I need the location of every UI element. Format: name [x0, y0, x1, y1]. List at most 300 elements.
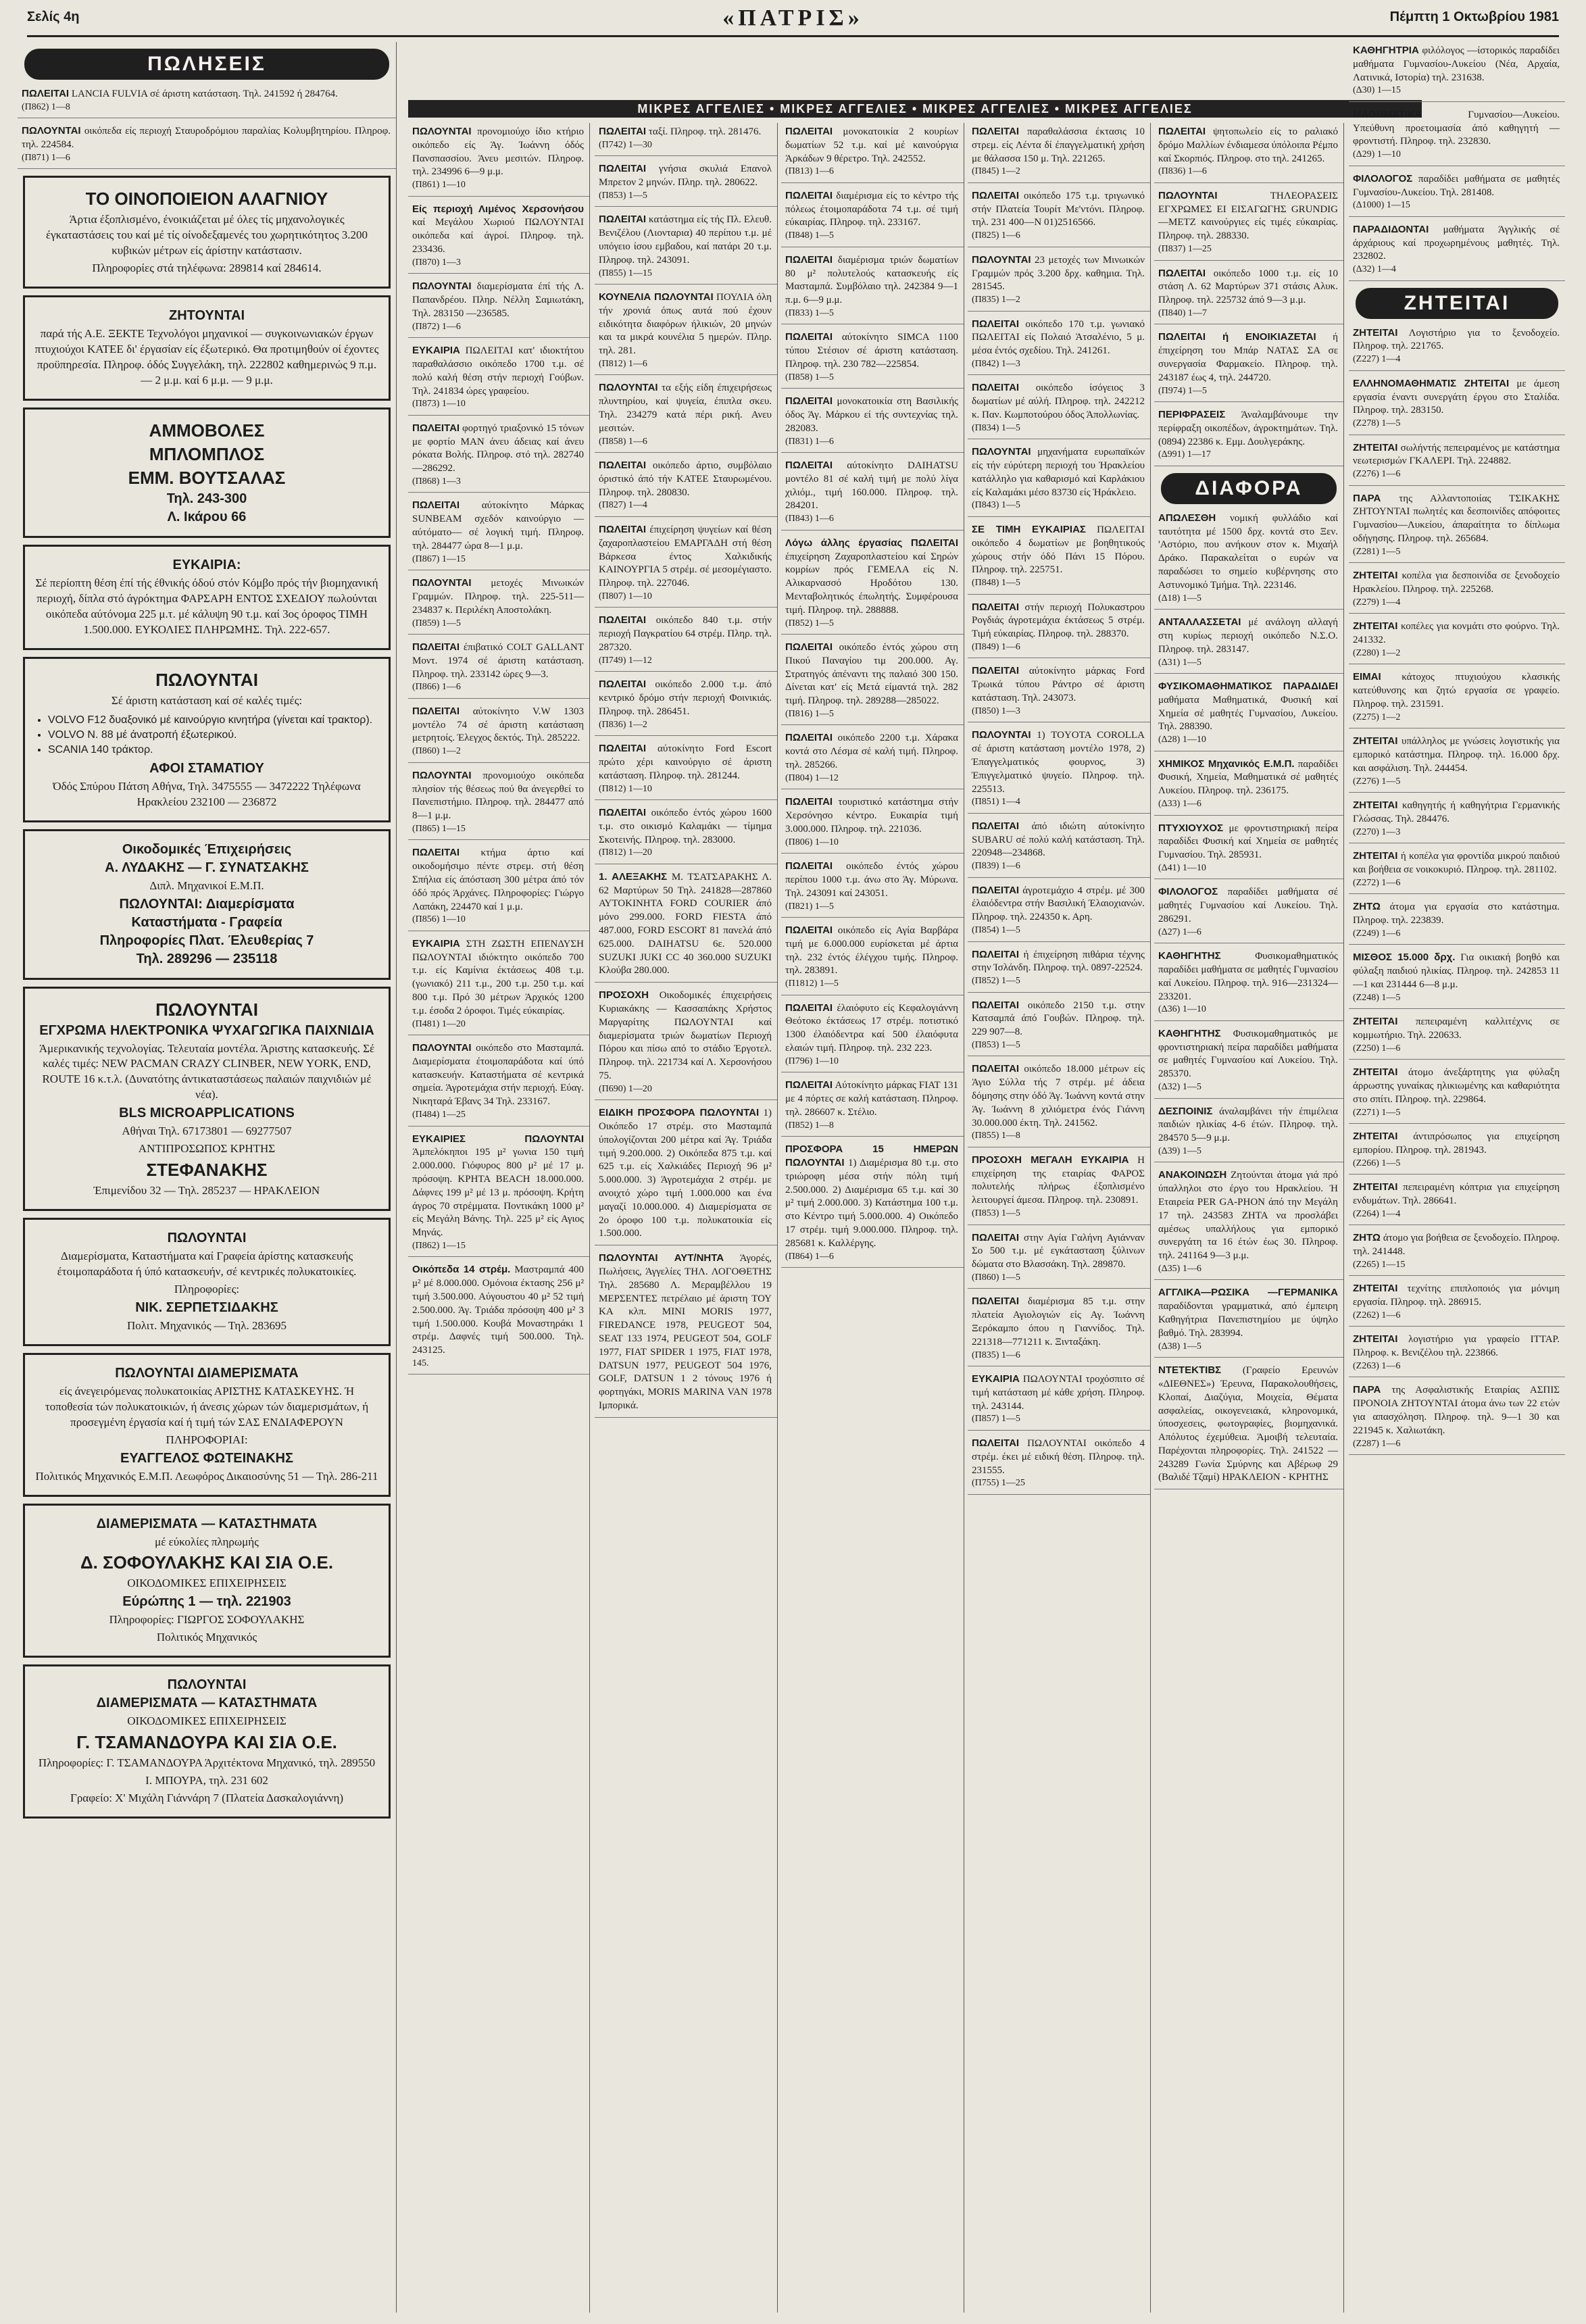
classified-ad — [781, 1077, 964, 1137]
display-ad-winery — [23, 176, 391, 289]
classified-ad — [1154, 187, 1343, 261]
classified-ad — [1154, 1166, 1343, 1280]
ad-keyword: ΠΩΛΕΙΤΑΙ — [599, 214, 647, 226]
ad-keyword: ΖΗΤΕΙΤΑΙ — [1353, 326, 1398, 339]
list-item: • VOLVO F12 δυαξονικό μέ καινούργιο κινητήρα (γίνεται καί τρακτορ). — [48, 713, 379, 728]
ad-text: οικόπεδο έντός χώρου 1600 τ.μ. στο οικισμό Καλαμάκι — τίμημα Σκοτεινής. Πληροφ. τηλ. 283000. — [599, 807, 772, 845]
ad-keyword: ΑΝΤΑΛΛΑΣΣΕΤΑΙ — [1158, 616, 1241, 628]
ad-keyword: Οικόπεδα 14 στρέμ. — [412, 1264, 511, 1276]
classified-ad — [968, 818, 1150, 878]
classified-ad — [968, 251, 1150, 312]
ad-keyword: ΕΥΚΑΙΡΙΑ — [412, 345, 460, 357]
ad-code: (Δ28) 1—10 — [1158, 735, 1206, 745]
classified-ad — [968, 1293, 1150, 1366]
classified-ad — [595, 457, 777, 517]
ad-text: άτομο άνεξάρτητης για φύλαξη άρρωστης γυναίκας ηλικιωμένης και καθαριότητα στο σπίτι. Πληροφ. τηλ. 229864. — [1353, 1067, 1560, 1105]
classified-ad — [968, 187, 1150, 247]
ad-text: οικόπεδο 2150 τ.μ. στην Κατσαμπά άπό Γουβών. Πληροφ. τηλ. 229 907—8. — [972, 999, 1145, 1038]
classified-ad — [968, 123, 1150, 183]
classified-ad — [968, 882, 1150, 942]
ad-text: ψητοπωλείο είς το ραλιακό δρόμο Μαλλίων ένδιαμεσα ύπόλοιπα Ρέμπο καί Σκορπιός. Πληροφ. στο τηλ. 241265. — [1158, 126, 1338, 164]
ad-code: (Z281) 1—5 — [1353, 546, 1401, 557]
ad-code: (Π833) 1—5 — [785, 307, 834, 318]
classified-ad — [1154, 123, 1343, 183]
classified-ad — [1154, 510, 1343, 610]
ad-tel: Τηλ. 243-300 — [166, 491, 247, 506]
ad-code: (Z248) 1—5 — [1353, 992, 1401, 1003]
ad-code: (Δ18) 1—5 — [1158, 593, 1201, 603]
ad-text: 1) Οικόπεδο 17 στρέμ. στο Μασταμπά ύπολογίζονται 200 μέτρα καί Άγ. Τριάδα τιμή 9.200.000. 2) Οικόπεδα 875 τ.μ. καί 625 τ.μ. είς Χαλκιάδες Περιοχή 96 μ² 5.000.000. 3) Άγροτεμάχια 2 στρέμ. με ανοιχτό χώρο τιμή 1.000.000 και ένα μαγαζί 10.000.000. 4) Διαμερίσματα σε 2ο όροφο 100 τ.μ. πολυκατοικία είς 1.500.000. — [599, 1108, 772, 1239]
ad-text: Αύτοκίνητο μάρκας FIAT 131 με 4 πόρτες σε καλή κατάσταση. Πληροφ. τηλ. 286607 κ. Στέλιο. — [785, 1080, 958, 1118]
ad-code: (Π974) 1—5 — [1158, 385, 1207, 396]
classified-ad — [1349, 1128, 1565, 1175]
ad-text: (Γραφείο Ερευνών «ΔΙΕΘΝΕΣ») Έρευνα, Παρακολουθήσεις, Κλοπαί, Διαζύγια, Μοιχεία, Θέματα ασφαλείας, οικογενειακά, κληρονομικά, ύποσχεσεις, φωτογραφίες, βιομηχανικά. Απόλυτος έχεμύθεια. Άμοιβή τελευταία. Παρέχονται πληροφορίες. Τηλ. 241522 — 243289 Γωνία Σμύρνης και Αβέρωφ 29 (Βαλιδέ Τζαμί) ΗΡΑΚΛΕΙΟΝ - ΚΡΗΤΗΣ — [1158, 1365, 1338, 1483]
ad-keyword: ΠΩΛΕΙΤΑΙ — [785, 796, 833, 808]
ad-text: μηχανήματα ευρωπαϊκών είς τήν εύρύτερη περιοχή του Ήρακλείου κατάλληλο για καθαρισμό καί Καρλάκιου είς Καλαμάκι μέσο 83730 είς Ήράκλειο. — [972, 447, 1145, 498]
classified-ad — [968, 1229, 1150, 1289]
ad-text: άτομα για εργασία στο κατάστημα. Πληροφ. τηλ. 223839. — [1353, 901, 1560, 926]
ad-title: ΠΩΛΟΥΝΤΑΙ — [155, 669, 258, 690]
ad-keyword: ΠΩΛΕΙΤΑΙ — [785, 641, 833, 653]
ad-code: (Δ32) 1—5 — [1158, 1082, 1201, 1093]
display-ad-trucks — [23, 657, 391, 822]
classified-ad — [408, 1131, 589, 1258]
classified-ad — [595, 740, 777, 800]
display-ad-opportunity — [23, 545, 391, 650]
ad-text: οικόπεδο έντός χώρου στη Πικού Παναγίου τιμ 200.000. Αγ. Στρατηγός άπέναντι της παλαιό 300 150. Δίνεται κατ' είς Μετά είμαντά τηλ. 282 τιμή. Πληροφ. τηλ. 289288—285022. — [785, 642, 958, 707]
ad-code: (Π804) 1—12 — [785, 772, 839, 783]
ad-code: (Z278) 1—5 — [1353, 418, 1401, 429]
columns — [18, 42, 1568, 2313]
ad-keyword: ΠΡΟΣΦΟΡΑ 15 ΗΜΕΡΩΝ ΠΩΛΟΥΝΤΑΙ — [785, 1143, 958, 1168]
ad-code: (Π825) 1—6 — [972, 230, 1020, 241]
column-display-ads — [18, 42, 397, 2313]
ad-keyword: ΕΥΚΑΙΡΙΑ — [972, 1373, 1020, 1385]
classified-ad — [1154, 1025, 1343, 1099]
classified-ad — [781, 251, 964, 325]
ad-text: Γυμνασίου—Λυκείου. Υπεύθυνη προετοιμασία άπό καθηγητή — φροντιστή. Πληροφ. τηλ. 232830. — [1353, 109, 1560, 147]
ad-text: αύτοκίνητο Μάρκας SUNBEAM σχεδόν καινούργιο —αύτόματο— σέ λογική τιμή. Πληροφ. τηλ. 284477 ώρα 8—1 μ.μ. — [412, 500, 584, 551]
display-ad-diamerismata — [23, 1353, 391, 1497]
classified-ad — [781, 922, 964, 995]
ad-text: κτήμα άρτιο καί οικοδομήσιμο πέντε στρεμ. στή θέση Σπήλια είς άπόσταση 300 μέτρα άπό τόν όδό πρός Άρχάνες. Πληροφορίες: Γιώργο Λαπάκη, 224470 καί 1 μ.μ. — [412, 847, 584, 912]
ad-keyword: ΖΗΤΩ — [1353, 901, 1381, 913]
ad-keyword: ΠΩΛΕΙΤΑΙ — [972, 318, 1020, 330]
classified-ad — [408, 844, 589, 931]
ad-keyword: ΜΙΣΘΟΣ 15.000 δρχ. — [1353, 951, 1456, 964]
classified-ad — [968, 521, 1150, 595]
ad-text: με φροντιστηριακή πείρα παραδίδει Φυσική καί Χημεία σε μαθητές Γυμνασίου. Τηλ. 285931. — [1158, 822, 1338, 861]
ad-text: Λογιστήριο για το ξενοδοχείο. Πληροφ. τηλ. 221765. — [1353, 327, 1560, 352]
classified-ad — [968, 379, 1150, 439]
ad-rep: ΑΝΤΙΠΡΟΣΩΠΟΣ ΚΡΗΤΗΣ — [138, 1142, 276, 1156]
ad-addr: Ι. ΜΠΟΥΡΑ, τηλ. 231 602 — [145, 1774, 268, 1787]
classified-ad — [968, 1370, 1150, 1431]
ad-code: (Π1812) 1—5 — [785, 979, 839, 989]
classified-ad — [595, 1250, 777, 1418]
ad-line: Πληροφορίες Πλατ. Έλευθερίας 7 — [99, 933, 314, 948]
ad-code: (Π873) 1—10 — [412, 399, 466, 410]
ad-code: (Π812) 1—20 — [599, 847, 652, 858]
ad-text: διαμέρισμα τριών δωματίων 80 μ² πολυτελούς κατασκευής είς Μασταμπά. Συμβόλαιο τηλ. 242384 9—1 π.μ. 6—9 μ.μ. — [785, 254, 958, 306]
ad-code: (Δ36) 1—10 — [1158, 1004, 1206, 1015]
ad-keyword: ΠΩΛΕΙΤΑΙ — [972, 820, 1020, 832]
ad-addr: Πολιτικός Μηχανικός Ε.Μ.Π. Λεωφόρος Δικαιοσύνης 51 — Τηλ. 286-211 — [35, 1469, 378, 1483]
list-item: • VOLVO N. 88 μέ άνατροπή έξωτερικού. — [48, 728, 379, 743]
ad-keyword: ΠΩΛΕΙΤΑΙ — [972, 382, 1020, 394]
ad-info: ΠΛΗΡΟΦΟΡΙΑΙ: — [166, 1433, 248, 1446]
ad-text: διαμέρισμα είς το κέντρο τής πόλεως έτοιμοπαράδοτα 74 τ.μ. σέ τιμή εύκαιρίας. Πληροφ. τηλ. 233167. — [785, 190, 958, 228]
ad-code: (Π836) 1—6 — [1158, 166, 1207, 177]
ad-code: (Π861) 1—10 — [412, 180, 466, 191]
ad-text: οικόπεδο 2.000 τ.μ. άπό κεντρικό δρόμο στήν περιοχή Φοινικιάς. Πληροφ. τηλ. 286451. — [599, 679, 772, 717]
ad-info: Πληροφορίες: ΓΙΩΡΓΟΣ ΣΟΦΟΥΛΑΚΗΣ — [109, 1613, 305, 1627]
ad-text: οικόπεδο έντός χώρου περίπου 1000 τ.μ. άνω στο Άγ. Μύρωνα. Τηλ. 243091 καί 243051. — [785, 861, 958, 899]
ad-keyword: ΠΩΛΕΙΤΑΙ — [972, 1437, 1020, 1449]
ad-code: (Π812) 1—6 — [599, 358, 647, 369]
ad-code: (Π852) 1—8 — [785, 1120, 834, 1131]
ad-keyword: ΠΩΛΕΙΤΑΙ — [785, 732, 833, 744]
ad-keyword: ΠΩΛΕΙΤΑΙ — [412, 499, 460, 512]
ad-keyword: ΕΛΛΗΝΟΜΑΘΗΜΑΤΙΣ ΖΗΤΕΙΤΑΙ — [1353, 377, 1510, 389]
ad-code: (Π749) 1—12 — [599, 655, 652, 666]
ad-code: (Π827) 1—4 — [599, 500, 647, 511]
ad-keyword: ΠΡΟΣΟΧΗ — [599, 989, 649, 1002]
ad-keyword: ΦΥΣΙΚΟΜΑΘΗΜΑΤΙΚΟΣ ΠΑΡΑΔΙΔΕΙ — [1158, 681, 1338, 692]
ad-code: (Z280) 1—2 — [1353, 647, 1401, 658]
ad-text: οικόπεδο 170 τ.μ. γωνιακό ΠΩΛΕΙΤΑΙ είς Πολαιό Άτσαλένιο, 5 μ. μέσα έντός σχεδίου. Τηλ. 241261. — [972, 318, 1145, 357]
ad-code: (Π872) 1—6 — [412, 321, 461, 332]
ad-text: οικόπεδο 1000 τ.μ. είς 10 στάση Λ. 62 Μαρτύρων 371 στάσις Αλυκ. Πληροφ. τηλ. 225732 άπό 9—3 μ.μ. — [1158, 268, 1338, 306]
ad-keyword: ΠΩΛΕΙΤΑΙ — [785, 460, 833, 472]
ad-keyword: ΦΙΛΟΛΟΓΟΣ — [1353, 172, 1413, 184]
classified-ad — [1349, 618, 1565, 664]
ad-keyword: ΑΠΩΛΕΣΘΗ — [1158, 512, 1216, 524]
ad-keyword: ΠΩΛΕΙΤΑΙ — [785, 253, 833, 266]
ad-code: (Π858) 1—6 — [599, 436, 647, 447]
ad-code: (Δ29) 1—10 — [1353, 149, 1401, 160]
classified-ad — [1349, 1179, 1565, 1225]
ad-text: υπάλληλος με γνώσεις λογιστικής για εμπορικό κατάστημα. Πληροφ. τηλ. 16.000 δρχ. και ασφάλιση. Τηλ. 244454. — [1353, 736, 1560, 774]
ad-sub: ΕΓΧΡΩΜΑ ΗΛΕΚΤΡΟΝΙΚΑ ΨΥΧΑΓΩΓΙΚΑ ΠΑΙΧΝΙΔΙΑ — [39, 1022, 374, 1038]
section-banner-poliseis: ΠΩΛΗΣΕΙΣ — [24, 49, 389, 80]
ad-code: (Δ33) 1—6 — [1158, 799, 1201, 810]
ad-code: (Π871) 1—6 — [22, 152, 70, 163]
ad-keyword: ΖΗΤΕΙΤΑΙ — [1353, 735, 1398, 747]
ad-text: αύτοκίνητο V.W 1303 μοντέλο 74 σέ άριστη κατάσταση μετρητοίς. Έλεγχος δεκτός. Τηλ. 285222. — [412, 706, 584, 744]
ad-text: LANCIA FULVIA σέ άριστη κατάσταση. Τηλ. 241592 ή 284764. — [71, 89, 338, 99]
classified-ad — [1154, 678, 1343, 751]
ad-code: (Π851) 1—4 — [972, 797, 1020, 808]
ad-text: διαμέρισμα 85 τ.μ. στην πλατεία Αγιολογιών είς Αγ. Ίωάννη Ξερόκαμπο όπου η Γιαννίδος. Τηλ. 221318—771211 κ. Ξινταξάκη. — [972, 1296, 1145, 1348]
ad-code: (Π842) 1—3 — [972, 358, 1020, 369]
ad-text: Η επιχείρηση της εταιρίας ΦΑΡΟΣ πολυτελής πλήρως έξοπλισμένο λειτουργεί άμεσα. Πληροφ. τηλ. 230891. — [972, 1154, 1145, 1206]
ad-code: (Z250) 1—6 — [1353, 1043, 1401, 1054]
ad-keyword: ΠΩΛΟΥΝΤΑΙ — [972, 446, 1031, 458]
ad-text: ΠΩΛΕΙΤΑΙ κατ' ιδιοκτήτου παραθαλάσσιο οικόπεδο 1700 τ.μ. σέ πολύ καλή θέση στήν περιοχή Γούβων. Τηλ. 241834 ώρες γραφείου. — [412, 345, 584, 397]
classified-ad — [595, 379, 777, 453]
page-number: Σελίς 4η — [27, 9, 80, 24]
ad-text: μονοκατοικία 2 κουρίων δωματίων 52 τ.μ. καί μέ καινούργια Άρκάδων 9 θέρετρο. Τηλ. 242552. — [785, 126, 958, 164]
ad-code: (Π690) 1—20 — [599, 1083, 652, 1094]
ad-code: (Z262) 1—6 — [1353, 1310, 1401, 1320]
ad-keyword: ΠΩΛΕΙΤΑΙ — [785, 126, 833, 137]
display-ad-construction — [23, 829, 391, 980]
ad-sub: μέ εύκολίες πληρωμής — [155, 1535, 259, 1548]
ad-text: μέ ανάλογη αλλαγή στη κυρίως περιοχή οικόπεδο Ν.Σ.Ο. Πληροφ. τηλ. 283147. — [1158, 617, 1338, 655]
ad-code: (Π862) 1—15 — [412, 1240, 466, 1251]
ad-code: (Z276) 1—6 — [1353, 469, 1401, 480]
ad-code: (Π481) 1—20 — [412, 1018, 466, 1029]
ad-title: ΠΩΛΟΥΝΤΑΙ ΔΙΑΜΕΡΙΣΜΑΤΑ — [115, 1365, 299, 1381]
ad-text: κοπέλα για δεσποινίδα σε ξενοδοχείο Ηρακλείου. Πληροφ. τηλ. 225268. — [1353, 570, 1560, 595]
ad-keyword: ΖΗΤΕΙΤΑΙ — [1353, 1333, 1398, 1345]
ad-keyword: ΠΩΛΕΙΤΑΙ — [599, 614, 647, 626]
ad-text: έλαιόφυτο είς Κεφαλογιάννη Θεότοκο έκτάσεως 17 στρέμ. ποτιστικό 1300 έλαιόδεντρα καί 500 έλαιόφυτα ελαιών τιμή. Πληροφ. τηλ. 232 223. — [785, 1002, 958, 1054]
ad-text: Άγορές, Πωλήσεις, Άγγελίες ΤΗΛ. ΛΟΓΟΘΕΤΗΣ Τηλ. 285680 Λ. Μεραμβέλλου 19 ΜΕΡΣΕΝΤΕΣ πετρέλαιο μέ άριστη ΤΟΥ ΚΑ κλπ. ΜΙΝΙ MORIS 1977, FIREDANCE 1978, PEUGEOT 504, SEAT 133 1974, PEUGEOT 504, GOLF 1977, FIAT SPIDER 1 1975, FIAT 1978, DATSUN 1977, PEUGEOT 504 1976, GOLF, DATSUN 1 2 τόνους 1976 ή φορτηγάκι, MORIS MARINA VAN 1978 Ιμπορικά. — [599, 1253, 772, 1411]
ad-code: (Π870) 1—3 — [412, 257, 461, 268]
ad-text: 1) Διαμέρισμα 80 τ.μ. στο τριώροφη μέσα στήν πόλη τιμή 2.500.000. 2) Διαμέρισμα 65 τ.μ. καί 30 μ² τιμή 2.000.000. 3) Κατάστημα 100 τ.μ. στο Κέντρο τιμή 5.000.000. 4) Οικόπεδο 17 στρέμ. τιμή 9.000.000. Πληροφ. τηλ. 285681 κ. Καλλέργης. — [785, 1158, 958, 1249]
ad-text: παραδίδει μαθήματα σέ μαθητές Γυμνασίου καί Λυκείου. Τηλ. 286291. — [1158, 887, 1338, 924]
ad-keyword: Λόγω άλλης έργασίας ΠΩΛΕΙΤΑΙ — [785, 537, 958, 549]
ad-keyword: ΠΩΛΕΙΤΑΙ — [785, 189, 833, 201]
ad-text: 1) TOYOTA COROLLA σέ άριστη κατάσταση μοντέλο 1978, 2) Έπαγγελματικός φουρνος, 3) Έπιγγελματικό ψυγείο. Πληροφ. τηλ. 225513. — [972, 730, 1145, 795]
ad-keyword: ΖΗΤΕΙΤΑΙ — [1353, 1131, 1398, 1143]
ad-code: (Δ32) 1—4 — [1353, 264, 1396, 275]
ad-code: (Π852) 1—5 — [785, 618, 834, 628]
classified-ad — [781, 457, 964, 530]
column-classifieds-5 — [781, 123, 964, 2313]
ad-code: (Δ991) 1—17 — [1158, 449, 1211, 460]
ad-text: ΣΤΗ ΖΩΣΤΗ ΕΠΕΝΔΥΣΗ ΠΩΛΟΥΝΤΑΙ ιδιόκτητο οικόπεδο 700 τ.μ. είς Καμίνια έκτάσεως 408 τ.μ. (γωνιακό) 211 τ.μ., 200 τ.μ. 250 τ.μ. καί 800 τ.μ. Πρό 30 μέτρων Άρχικός 1200 τ.μ. έσοδα 2 όροφοι. Τιμές εύκαιρίας. — [412, 938, 584, 1016]
ad-code: (Π855) 1—8 — [972, 1131, 1020, 1141]
classified-ad — [781, 793, 964, 854]
ad-keyword: ΠΩΛΟΥΝΤΑΙ — [599, 382, 658, 394]
ad-text: τα εξής είδη έπιχειρήσεως πλυντηρίου, καί ψυγεία, έπιπλα σκευ. Τηλ. 234279 κατά πέρι ρική. Ανευ μεσιτών. — [599, 382, 772, 434]
ad-keyword: ΠΩΛΕΙΤΑΙ — [599, 806, 647, 818]
ad-code: (Π858) 1—5 — [785, 372, 834, 382]
ad-keyword: ΠΩΛΕΙΤΑΙ — [599, 163, 647, 175]
ad-text: κοπέλες για κονμάτι στο φούρνο. Τηλ. 241332. — [1353, 621, 1560, 646]
ad-text: προνομιούχο ίδιο κτήριο οικόπεδο είς Άγ. Ίωάννη όδός Πανσπασσίου. Άνευ μεσιτών. Πληροφ. τηλ. 234996 6—9 μ.μ. — [412, 126, 584, 178]
ad-code: (Π742) 1—30 — [599, 139, 652, 150]
ad-code: (Π860) 1—2 — [412, 746, 461, 757]
issue-date: Πέμπτη 1 Οκτωβρίου 1981 — [1389, 9, 1559, 24]
ad-code: (Π843) 1—5 — [972, 500, 1020, 511]
ad-body: Άμερικανικής τεχνολογίας. Τελευταία μοντέλα. Άριστης κατασκευής. Σέ καλές τιμές: NEW PACMAN CRAZY CLINBER, NEW YORK, END, ROUTE 16 κ.τ.λ. (Δυνατότης άντικαταστάσεως παλαιών παιχνιδιών μέ νέα). — [39, 1041, 375, 1102]
ad-name: ΣΤΕΦΑΝΑΚΗΣ — [146, 1160, 268, 1181]
ad-keyword: ΔΕΣΠΟΙΝΙΣ — [1158, 1105, 1213, 1117]
ad-code: (Z272) 1—6 — [1353, 877, 1401, 888]
classified-ad — [1349, 42, 1565, 102]
classified-ad — [1349, 324, 1565, 371]
ad-code: (Π853) 1—5 — [972, 1208, 1020, 1219]
ad-code: (Z263) 1—6 — [1353, 1360, 1401, 1371]
ad-code: (Δ31) 1—5 — [1158, 657, 1201, 668]
ad-text: διαμερίσματα έπί τής Λ. Παπανδρέου. Πληρ. Νέλλη Σαμιωτάκη, Τηλ. 283150 —236585. — [412, 281, 584, 319]
ad-code: (Z227) 1—4 — [1353, 354, 1401, 365]
ad-keyword: ΠΩΛΕΙΤΑΙ — [972, 948, 1020, 960]
classified-ad — [595, 676, 777, 736]
ad-text: νομική φυλλάδιο καί ταυτότητα μέ 1500 δρχ. κοντά στο Ξεν. 'Αστόριο, που ανήκουν στον κ. Μιχαήλ Δράκο. Παρακαλείται ο ευρών να παραδώσει το σημείο κυβέρνησης στο Αστυνομικό Τμήμα. Τηλ. 223146. — [1158, 512, 1338, 591]
ad-text: αύτοκίνητο DAIHATSU μοντέλο 81 σέ καλή τιμή με πολύ λίγα χιλιόμ., τιμή 160.000. Πληροφ. τηλ. 284201. — [785, 460, 958, 512]
ad-addr: Όδός Σπύρου Πάτση Αθήνα, Τηλ. 3475555 — 3472222 Τηλέφωνα Ηρακλείου 232100 — 236872 — [53, 779, 361, 808]
ad-code: 145. — [412, 1358, 429, 1368]
classified-ad — [1154, 883, 1343, 943]
ad-keyword: ΠΩΛΕΙΤΑΙ — [412, 847, 460, 859]
ad-code: (Π850) 1—3 — [972, 706, 1020, 716]
classified-ad — [1154, 947, 1343, 1021]
classified-ad — [968, 726, 1150, 813]
ad-body: Σέ περίοπτη θέση έπί τής έθνικής όδού στόν Κόμβο πρός τήν βιομηχανική περιοχή, δίπλα στό άγρόκτημα ΦΑΡΣΑΡΗ ΕΝΤΟΣ ΣΧΕΔΙΟΥ πωλούνται οικόπεδα αύτόνομα 225 μ.τ. μέ κάλυψη 90 τ.μ. καί 3ος όροφος ΤΙΜΗ 1.500.000. ΕΥΚΟΛΙΕΣ ΠΛΗΡΩΜΗΣ. Τηλ. 222-657. — [35, 576, 378, 636]
ad-code: (Π859) 1—5 — [412, 618, 461, 628]
ad-company: BLS MICROAPPLICATIONS — [119, 1106, 295, 1121]
classified-ad — [595, 804, 777, 864]
classified-ad — [1154, 406, 1343, 466]
ad-line: Διπλ. Μηχανικοί Ε.Μ.Π. — [149, 879, 264, 892]
ad-code: (Π843) 1—6 — [785, 514, 834, 524]
ad-keyword: ΠΩΛΟΥΝΤΑΙ — [412, 1042, 472, 1054]
ad-code: (Δ1000) 1—15 — [1353, 200, 1410, 211]
ad-sub: ΔΙΑΜΕΡΙΣΜΑΤΑ — ΚΑΤΑΣΤΗΜΑΤΑ — [96, 1696, 318, 1711]
classified-ad — [595, 1104, 777, 1245]
ad-keyword: ΣΕ ΤΙΜΗ ΕΥΚΑΙΡΙΑΣ — [972, 523, 1086, 535]
ad-text: στην Αγία Γαλήνη Αγιάνναν Σο 500 τ.μ. μέ εγκάτασταση ξύλινων δώματα στο Βλασσάκη. Τηλ. 289870. — [972, 1232, 1145, 1270]
ad-keyword: ΠΑΡΑ — [1353, 492, 1381, 504]
ad-keyword: ΠΤΥΧΙΟΥΧΟΣ — [1158, 822, 1224, 834]
ad-code: (Π853) 1—5 — [972, 1039, 1020, 1050]
ad-text: ή έπιχείρηση του Μπάρ ΝΑΤΑΣ ΣΑ σε συνεργασία Φαρμακείο. Πληροφ. τηλ. 243187 έως 4, τηλ. 244720. — [1158, 332, 1338, 383]
ad-title: ΠΩΛΟΥΝΤΑΙ — [167, 1677, 247, 1693]
ad-text: παραθαλάσσια έκτασις 10 στρεμ. είς Λέντα δί έπαγγελματική χρήση με θάλασσα 150 μ. Τηλ. 221265. — [972, 126, 1145, 164]
ad-text: τουριστικό κατάστημα στήν Χερσόνησο κέντρο. Ευκαιρία τιμή 3.000.000. Πληροφ. τηλ. 221036. — [785, 797, 958, 835]
ad-code: (Π807) 1—10 — [599, 591, 652, 601]
ad-code: (Z279) 1—4 — [1353, 597, 1401, 608]
ad-code: (Δ30) 1—15 — [1353, 85, 1401, 96]
ad-contact: Πληροφορίες στά τηλέφωνα: 289814 καί 284614. — [92, 262, 322, 275]
classified-ad — [1349, 567, 1565, 614]
ad-keyword: ΠΩΛΕΙΤΑΙ — [599, 678, 647, 691]
classified-ad — [595, 612, 777, 672]
column-classifieds-3 — [408, 123, 590, 2313]
ad-code: (Π845) 1—2 — [972, 166, 1020, 177]
ad-keyword: ΚΑΘΗΓΗΤΡΙΑ — [1353, 45, 1419, 56]
ad-text: έπιχείρηση Ζαχαροπλαστείου καί Σηρών κομρίων πρός ΓΕΜΕΛΑ είς Ν. Αλικαρνασσό Ηροδότου 130. Μενταβολητικός έπωλητής. Συμφέρουσα τιμή. Πληροφ. τηλ. 288888. — [785, 551, 958, 616]
ad-keyword: ΖΗΤΕΙΤΑΙ — [1353, 799, 1398, 812]
ad-tel: Τηλ. 289296 — 235118 — [136, 951, 278, 966]
ad-code: (Π796) 1—10 — [785, 1056, 839, 1066]
classified-ad — [408, 201, 589, 274]
ad-text: ΠΩΛΕΙΤΑΙ οικόπεδο 4 δωματίων με βοηθητικούς χώρους στήν όδό Πάνι 15 Πόρου. Πληροφ. τηλ. 225751. — [972, 524, 1145, 576]
ad-code: (Π831) 1—6 — [785, 436, 834, 447]
ad-keyword: ΠΩΛΕΙΤΑΙ — [972, 1063, 1020, 1075]
ad-code: (Π868) 1—3 — [412, 476, 461, 487]
ad-keyword: ΖΗΤΕΙΤΑΙ — [1353, 1283, 1398, 1295]
classified-ad — [781, 535, 964, 635]
ad-intro: Σέ άριστη κατάσταση καί σέ καλές τιμές: — [111, 693, 303, 707]
ad-line: ΕΜΜ. ΒΟΥΤΣΑΛΑΣ — [128, 467, 286, 488]
ad-text: παραδίδει μαθήματα σε μαθητές Γυμνασίου-Λυκείου. Τηλ. 281408. — [1353, 173, 1560, 198]
ad-addr: Λ. Ικάρου 66 — [167, 509, 247, 524]
ad-tel: Πολιτ. Μηχανικός — Τηλ. 283695 — [126, 1318, 287, 1332]
list-item: • SCANIA 140 τράκτορ. — [48, 743, 379, 758]
ad-text: κατάστημα είς τής Πλ. Ελευθ. Βενιζέλου (Λιονταρια) 40 περίπου τ.μ. μέ υπόγειο ίσου εμβαδου, καί πατάρι 20 τ.μ. Πληροφ. τηλ. 243091. — [599, 214, 772, 266]
ad-text: φιλόλογος —ίστορικός παραδίδει μαθήματα Γυμνασίου-Λυκείου (Νέα, Αρχαία, Λατινικά, Ιστορία) τηλ. 231638. — [1353, 45, 1560, 83]
masthead: «ΠΑΤΡΙΣ» — [722, 5, 864, 30]
ad-code: (Π834) 1—5 — [972, 422, 1020, 433]
ad-text: ΠΟΥΛΙΑ όλη τήν χρονιά όπως αυτά πού έχουν ειδικότητα διαφόρων ήλικιών, 20 μηνών και τα μικρά κουνέλια 5 ημερών. Πληρ. τηλ. 281. — [599, 291, 772, 357]
ad-list — [48, 713, 379, 758]
classified-ad — [408, 1039, 589, 1126]
ad-text: καθηγητής ή καθηγήτρια Γερμανικής Γλώσσας. Τηλ. 284476. — [1353, 800, 1560, 824]
ad-text: Οικοδομικές έπιχειρήσεις Κυριακάκης — Κασσαπάκης Χρήστος Μαργαρίτης ΠΩΛΟΥΝΤΑΙ καί διαμερίσματα τριών δωματίων Περιοχή Πόρου και πίσω από το στάδιο Έργοτελ. Πληροφ. τηλ. 221734 καί Λ. Χερσονήσου 75. — [599, 990, 772, 1081]
ad-keyword: ΖΗΤΕΙΤΑΙ — [1353, 441, 1398, 453]
ad-text: σωλήντής πεπειραμένος με κατάστημα νεωτερισμών ΓΚΑΛΕΡΙ. Τηλ. 224882. — [1353, 442, 1560, 467]
ad-code: (Π857) 1—5 — [972, 1414, 1020, 1425]
ad-code: (Π835) 1—6 — [972, 1350, 1020, 1360]
classified-ad — [18, 122, 396, 169]
ad-keyword: ΠΩΛΕΙΤΑΙ — [972, 999, 1020, 1011]
ad-keyword: ΠΩΛΕΙΤΑΙ — [599, 460, 647, 472]
classified-ad — [1349, 439, 1565, 486]
ad-title: ΖΗΤΟΥΝΤΑΙ — [168, 308, 245, 324]
ad-text: ή κοπέλα για φροντίδα μικρού παιδιού και βοήθεια σε νοικοκυριό. Πληροφ. τηλ. 281102. — [1353, 851, 1560, 875]
ad-code: (Π835) 1—2 — [972, 295, 1020, 305]
ad-keyword: ΠΩΛΕΙΤΑΙ ή ΕΝΟΙΚΙΑΖΕΤΑΙ — [1158, 331, 1316, 343]
display-ad-sandblasting — [23, 407, 391, 538]
classified-ad — [968, 599, 1150, 659]
ad-keyword: ΚΟΥΝΕΛΙΑ ΠΩΛΟΥΝΤΑΙ — [599, 291, 714, 303]
classified-ad — [968, 946, 1150, 993]
ad-keyword: ΖΗΤΕΙΤΑΙ — [1353, 1066, 1398, 1079]
ad-code: (Π836) 1—2 — [599, 719, 647, 730]
ad-keyword: ΕΙΜΑΙ — [1353, 671, 1381, 683]
ad-text: προνομιούχο οικόπεδα πλησίον τής θέσεως πού θα άνεγερθεί το Πανεπιστήμιο. Πληροφ. τηλ. 284477 από 8—1 μ.μ. — [412, 770, 584, 822]
ad-text: άπό ιδιώτη αύτοκίνητο SUBARU σέ πολύ καλή κατάσταση. Τηλ. 220948—234868. — [972, 820, 1145, 859]
ad-keyword: ΠΩΛΕΙΤΑΙ — [972, 126, 1020, 137]
display-ad-tsamandoura — [23, 1664, 391, 1819]
ad-text: με άμεση εργασία έναντι συνεργάτη έργου στο Σταλίδα. Πληροφ. τηλ. 283150. — [1353, 378, 1560, 416]
ad-line: Καταστήματα - Γραφεία — [131, 914, 282, 930]
ad-code: (Π840) 1—7 — [1158, 307, 1207, 318]
ad-keyword: ΠΩΛΕΙΤΑΙ — [22, 88, 70, 99]
ad-text: λογιστήριο για γραφείο ITTAP. Πληροφ. κ. Βενιζέλου τηλ. 223866. — [1353, 1334, 1560, 1359]
column-classifieds-8 — [1349, 42, 1565, 2313]
classified-ad — [1154, 614, 1343, 674]
classified-ad — [1154, 820, 1343, 880]
ad-body: Διαμερίσματα, Καταστήματα καί Γραφεία άρίστης κατασκευής έτοιμοπαράδοτα ή ύπό κατασκευήν, σέ κεντρικές πολυκατοικίες. — [57, 1250, 357, 1278]
ad-code: (Z265) 1—15 — [1353, 1259, 1406, 1270]
classified-ad — [595, 211, 777, 285]
ad-line: ΜΠΛΟΜΠΛΟΣ — [149, 443, 265, 464]
ad-text: ταξί. Πληροφ. τηλ. 281476. — [646, 126, 762, 137]
classified-ad — [1349, 797, 1565, 843]
ad-keyword: ΠΩΛΟΥΝΤΑΙ — [412, 280, 472, 293]
classified-ad — [968, 1152, 1150, 1225]
classified-ad — [781, 187, 964, 247]
ad-keyword: ΠΡΟΣΟΧΗ ΜΕΓΑΛΗ ΕΥΚΑΙΡΙΑ — [972, 1154, 1129, 1166]
classifieds-strip: ΜΙΚΡΕΣ ΑΓΓΕΛΙΕΣ • ΜΙΚΡΕΣ ΑΓΓΕΛΙΕΣ • ΜΙΚΡΕΣ ΑΓΓΕΛΙΕΣ • ΜΙΚΡΕΣ ΑΓΓΕΛΙΕΣ — [408, 100, 1422, 118]
ad-code: (Π862) 1—8 — [22, 101, 70, 112]
ad-keyword: ΠΩΛΕΙΤΑΙ — [412, 422, 460, 434]
classified-ad — [1349, 375, 1565, 435]
section-banner: ΔΙΑΦΟΡΑ — [1161, 473, 1337, 504]
ad-keyword: ΠΩΛΕΙΤΑΙ — [785, 331, 833, 343]
classified-ad — [1349, 1331, 1565, 1377]
ad-code: (Π813) 1—6 — [785, 166, 834, 177]
classified-ad — [968, 1435, 1150, 1495]
ad-text: Για οικιακή βοηθό και φύλαξη παιδιού ηλικίας. Πληροφ. τηλ. 242853 11—1 και 231444 6—8 μ.μ. — [1353, 952, 1560, 990]
